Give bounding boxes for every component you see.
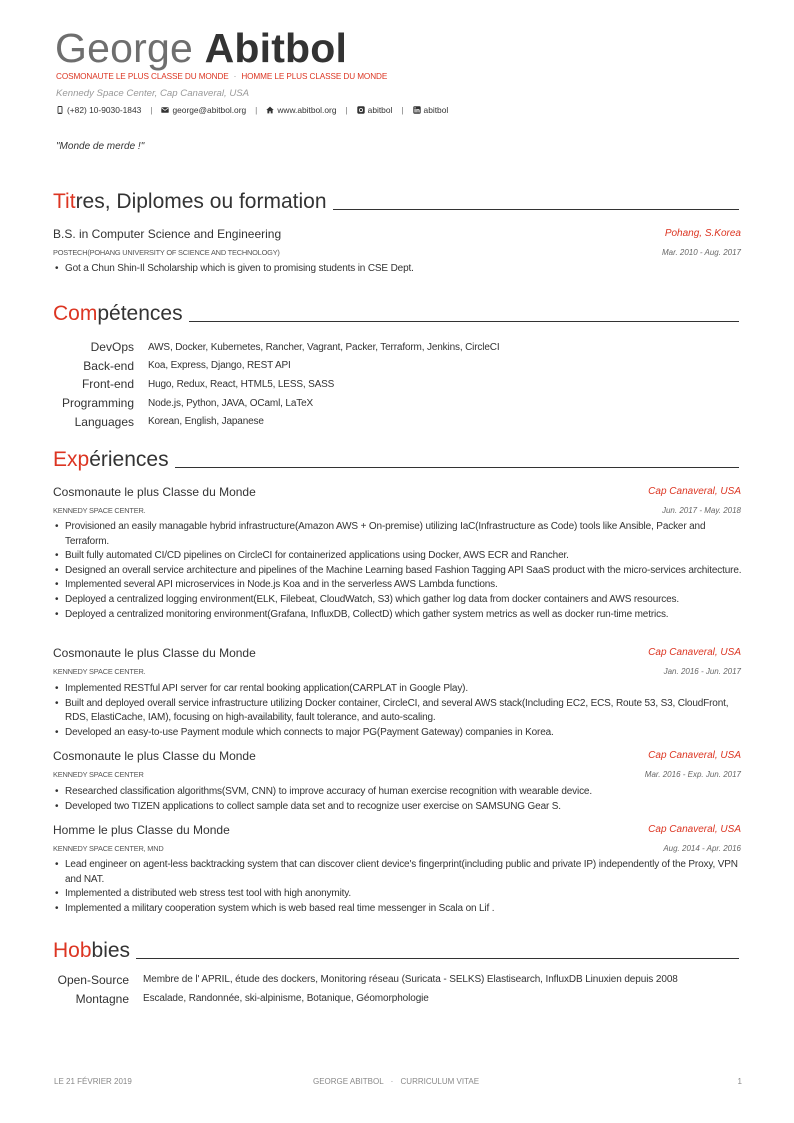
experience-date: Mar. 2016 - Exp. Jun. 2017 <box>644 770 741 779</box>
experience-date: Jan. 2016 - Jun. 2017 <box>663 667 741 676</box>
web-contact[interactable] <box>266 105 336 115</box>
position-line <box>56 72 387 81</box>
skills-table <box>53 338 499 431</box>
list-item: • Deployed a centralized logging environment(ELK, Filebeat, CloudWatch, S3) which gather log data from docker containers and AWS resources. <box>53 593 743 608</box>
section-title-hobbies <box>53 938 739 964</box>
section-title-experience <box>53 447 739 473</box>
skill-set: Korean, English, Japanese <box>148 416 264 428</box>
email-contact[interactable] <box>161 105 246 115</box>
experience-items <box>53 785 743 814</box>
skill-set: AWS, Docker, Kubernetes, Rancher, Vagrant, Packer, Terraform, Jenkins, CircleCI <box>148 341 500 353</box>
footer-name: GEORGE ABITBOL <box>313 1077 384 1086</box>
section-title-education <box>53 189 739 215</box>
list-item: • Implemented several API microservices in Node.js Koa and in the serverless AWS Lambda functions. <box>53 578 743 593</box>
website: www.abitbol.org <box>277 105 337 115</box>
skill-row <box>53 394 499 413</box>
contact-separator: | <box>345 105 348 115</box>
list-item: • Developed an easy-to-use Payment module which connects to major PG(Payment Gateway) companies in Korea. <box>53 726 743 741</box>
experience-org: KENNEDY SPACE CENTER <box>53 770 144 779</box>
github-icon <box>357 106 365 114</box>
contact-separator: | <box>401 105 404 115</box>
skill-set: Node.js, Python, JAVA, OCaml, LaTeX <box>148 397 314 409</box>
github-handle: abitbol <box>367 105 393 115</box>
skill-row <box>53 375 499 394</box>
skill-type: Back-end <box>83 358 134 373</box>
experience-org: KENNEDY SPACE CENTER, MND <box>53 844 164 853</box>
experience-title: Cosmonaute le plus Classe du Monde <box>53 646 256 660</box>
hobby-type: Montagne <box>75 991 129 1006</box>
experience-title: Cosmonaute le plus Classe du Monde <box>53 485 256 499</box>
section-rule <box>189 321 739 322</box>
position-1: COSMONAUTE LE PLUS CLASSE DU MONDE <box>56 72 229 81</box>
education-org: POSTECH(POHANG UNIVERSITY OF SCIENCE AND TECHNOLOGY) <box>53 248 280 257</box>
section-rule <box>333 209 740 210</box>
list-item: • Implemented RESTful API server for car rental booking application(CARPLAT in Google Play). <box>53 682 743 697</box>
skill-type: Programming <box>61 396 134 411</box>
education-date: Mar. 2010 - Aug. 2017 <box>661 248 741 257</box>
list-item: • Built and deployed overall service infrastructure utilizing Docker container, CircleCI, and several AWS stack(Including EC2, ECS, Route 53, S3, CloudFront, RDS, ElastiCache, IAM), focusing on high-availability, fault tolerance, and auto-scaling. <box>53 697 743 726</box>
skill-set: Hugo, Redux, React, HTML5, LESS, SASS <box>148 378 335 390</box>
skill-row <box>53 412 499 431</box>
list-item: • Designed an overall service architecture and pipelines of the Machine Learning based Fashion Tagging API SaaS product with the micro-services architecture. <box>53 564 743 579</box>
list-item: • Provisioned an easily managable hybrid infrastructure(Amazon AWS + On-premise) utilizing IaC(Infrastructure as Code) tools like Ansible, Packer and Terraform. <box>53 520 743 549</box>
footer-separator: · <box>390 1077 394 1086</box>
section-title-accent: Com <box>53 302 98 325</box>
phone-number: (+82) 10-9030-1843 <box>67 105 142 115</box>
list-item: • Implemented a distributed web stress test tool with high anonymity. <box>53 887 743 902</box>
experience-title: Cosmonaute le plus Classe du Monde <box>53 749 256 763</box>
contact-separator: | <box>255 105 258 115</box>
section-title-text: pétences <box>97 302 183 325</box>
hobby-type: Open-Source <box>57 972 129 987</box>
first-name: George <box>55 25 193 71</box>
linkedin-icon <box>413 106 421 114</box>
footer-page-number: 1 <box>737 1077 742 1086</box>
skill-set: Koa, Express, Django, REST API <box>148 360 291 372</box>
address: Kennedy Space Center, Cap Canaveral, USA <box>56 88 250 99</box>
education-title: B.S. in Computer Science and Engineering <box>53 227 282 241</box>
last-name: Abitbol <box>204 25 348 71</box>
phone-contact[interactable] <box>56 105 141 115</box>
hobbies-table <box>53 970 678 1008</box>
list-item: • Researched classification algorithms(SVM, CNN) to improve accuracy of human exercise recognition with wearable device. <box>53 785 743 800</box>
section-title-text: ériences <box>89 448 169 471</box>
hobby-set: Membre de l' APRIL, étude des dockers, Monitoring réseau (Suricata - SELKS) Elastisearch, InfluxDB Linuxien depuis 2008 <box>143 974 678 985</box>
education-location: Pohang, S.Korea <box>664 228 741 239</box>
skill-type: DevOps <box>90 340 134 355</box>
hobby-row <box>53 970 678 989</box>
footer-date: LE 21 FÉVRIER 2019 <box>54 1077 132 1086</box>
section-title-text: res, Diplomes ou formation <box>75 190 327 213</box>
education-items <box>53 262 743 277</box>
experience-date: Aug. 2014 - Apr. 2016 <box>663 844 741 853</box>
section-rule <box>175 467 739 468</box>
section-rule <box>136 958 739 959</box>
experience-org: KENNEDY SPACE CENTER. <box>53 506 146 515</box>
experience-items <box>53 858 743 916</box>
experience-org: KENNEDY SPACE CENTER. <box>53 667 146 676</box>
skill-type: Languages <box>74 414 134 429</box>
list-item: • Lead engineer on agent-less backtracking system that can discover client device's fingerprint(including public and private IP) independently of the Proxy, VPN and NAT. <box>53 858 743 887</box>
linkedin-handle: abitbol <box>423 105 449 115</box>
skill-row <box>53 338 499 357</box>
hobby-set: Escalade, Randonnée, ski-alpinisme, Botanique, Géomorphologie <box>143 993 429 1004</box>
footer-doc: CURRICULUM VITAE <box>400 1077 480 1086</box>
experience-date: Jun. 2017 - May. 2018 <box>661 506 741 515</box>
experience-location: Cap Canaveral, USA <box>648 750 741 761</box>
contact-separator: | <box>150 105 153 115</box>
experience-items <box>53 682 743 740</box>
experience-title: Homme le plus Classe du Monde <box>53 823 230 837</box>
envelope-icon <box>161 106 169 114</box>
position-separator: · <box>233 72 237 81</box>
section-title-text: bies <box>91 939 131 962</box>
list-item: • Deployed a centralized monitoring environment(Grafana, InfluxDB, CollectD) which gather system metrics as well as docker run-time metrics. <box>53 608 743 623</box>
experience-location: Cap Canaveral, USA <box>648 824 741 835</box>
experience-location: Cap Canaveral, USA <box>648 647 741 658</box>
list-item: • Developed two TIZEN applications to collect sample data set and to recognize user exercise on SAMSUNG Gear S. <box>53 800 743 815</box>
linkedin-contact[interactable] <box>413 105 449 115</box>
section-title-accent: Exp <box>53 448 90 471</box>
experience-location: Cap Canaveral, USA <box>648 486 741 497</box>
experience-items <box>53 520 743 622</box>
section-title-skills <box>53 301 739 327</box>
mobile-phone-icon <box>56 106 64 114</box>
contact-bar <box>56 105 448 115</box>
list-item: • Got a Chun Shin-Il Scholarship which is given to promising students in CSE Dept. <box>53 262 743 277</box>
list-item: • Implemented a military cooperation system which is web based real time messenger in Scala on Lif . <box>53 902 743 917</box>
github-contact[interactable] <box>357 105 393 115</box>
quote: "Monde de merde !" <box>56 141 145 152</box>
footer-center <box>313 1077 479 1086</box>
section-title-accent: Hob <box>53 939 92 962</box>
skill-type: Front-end <box>81 377 134 392</box>
name-heading <box>55 24 347 72</box>
section-title-accent: Tit <box>53 190 76 213</box>
position-2: HOMME LE PLUS CLASSE DU MONDE <box>241 72 388 81</box>
email-address: george@abitbol.org <box>172 105 247 115</box>
hobby-row <box>53 989 678 1008</box>
home-icon <box>266 106 274 114</box>
list-item: • Built fully automated CI/CD pipelines on CircleCI for containerized applications using Docker, AWS ECR and Rancher. <box>53 549 743 564</box>
skill-row <box>53 357 499 376</box>
